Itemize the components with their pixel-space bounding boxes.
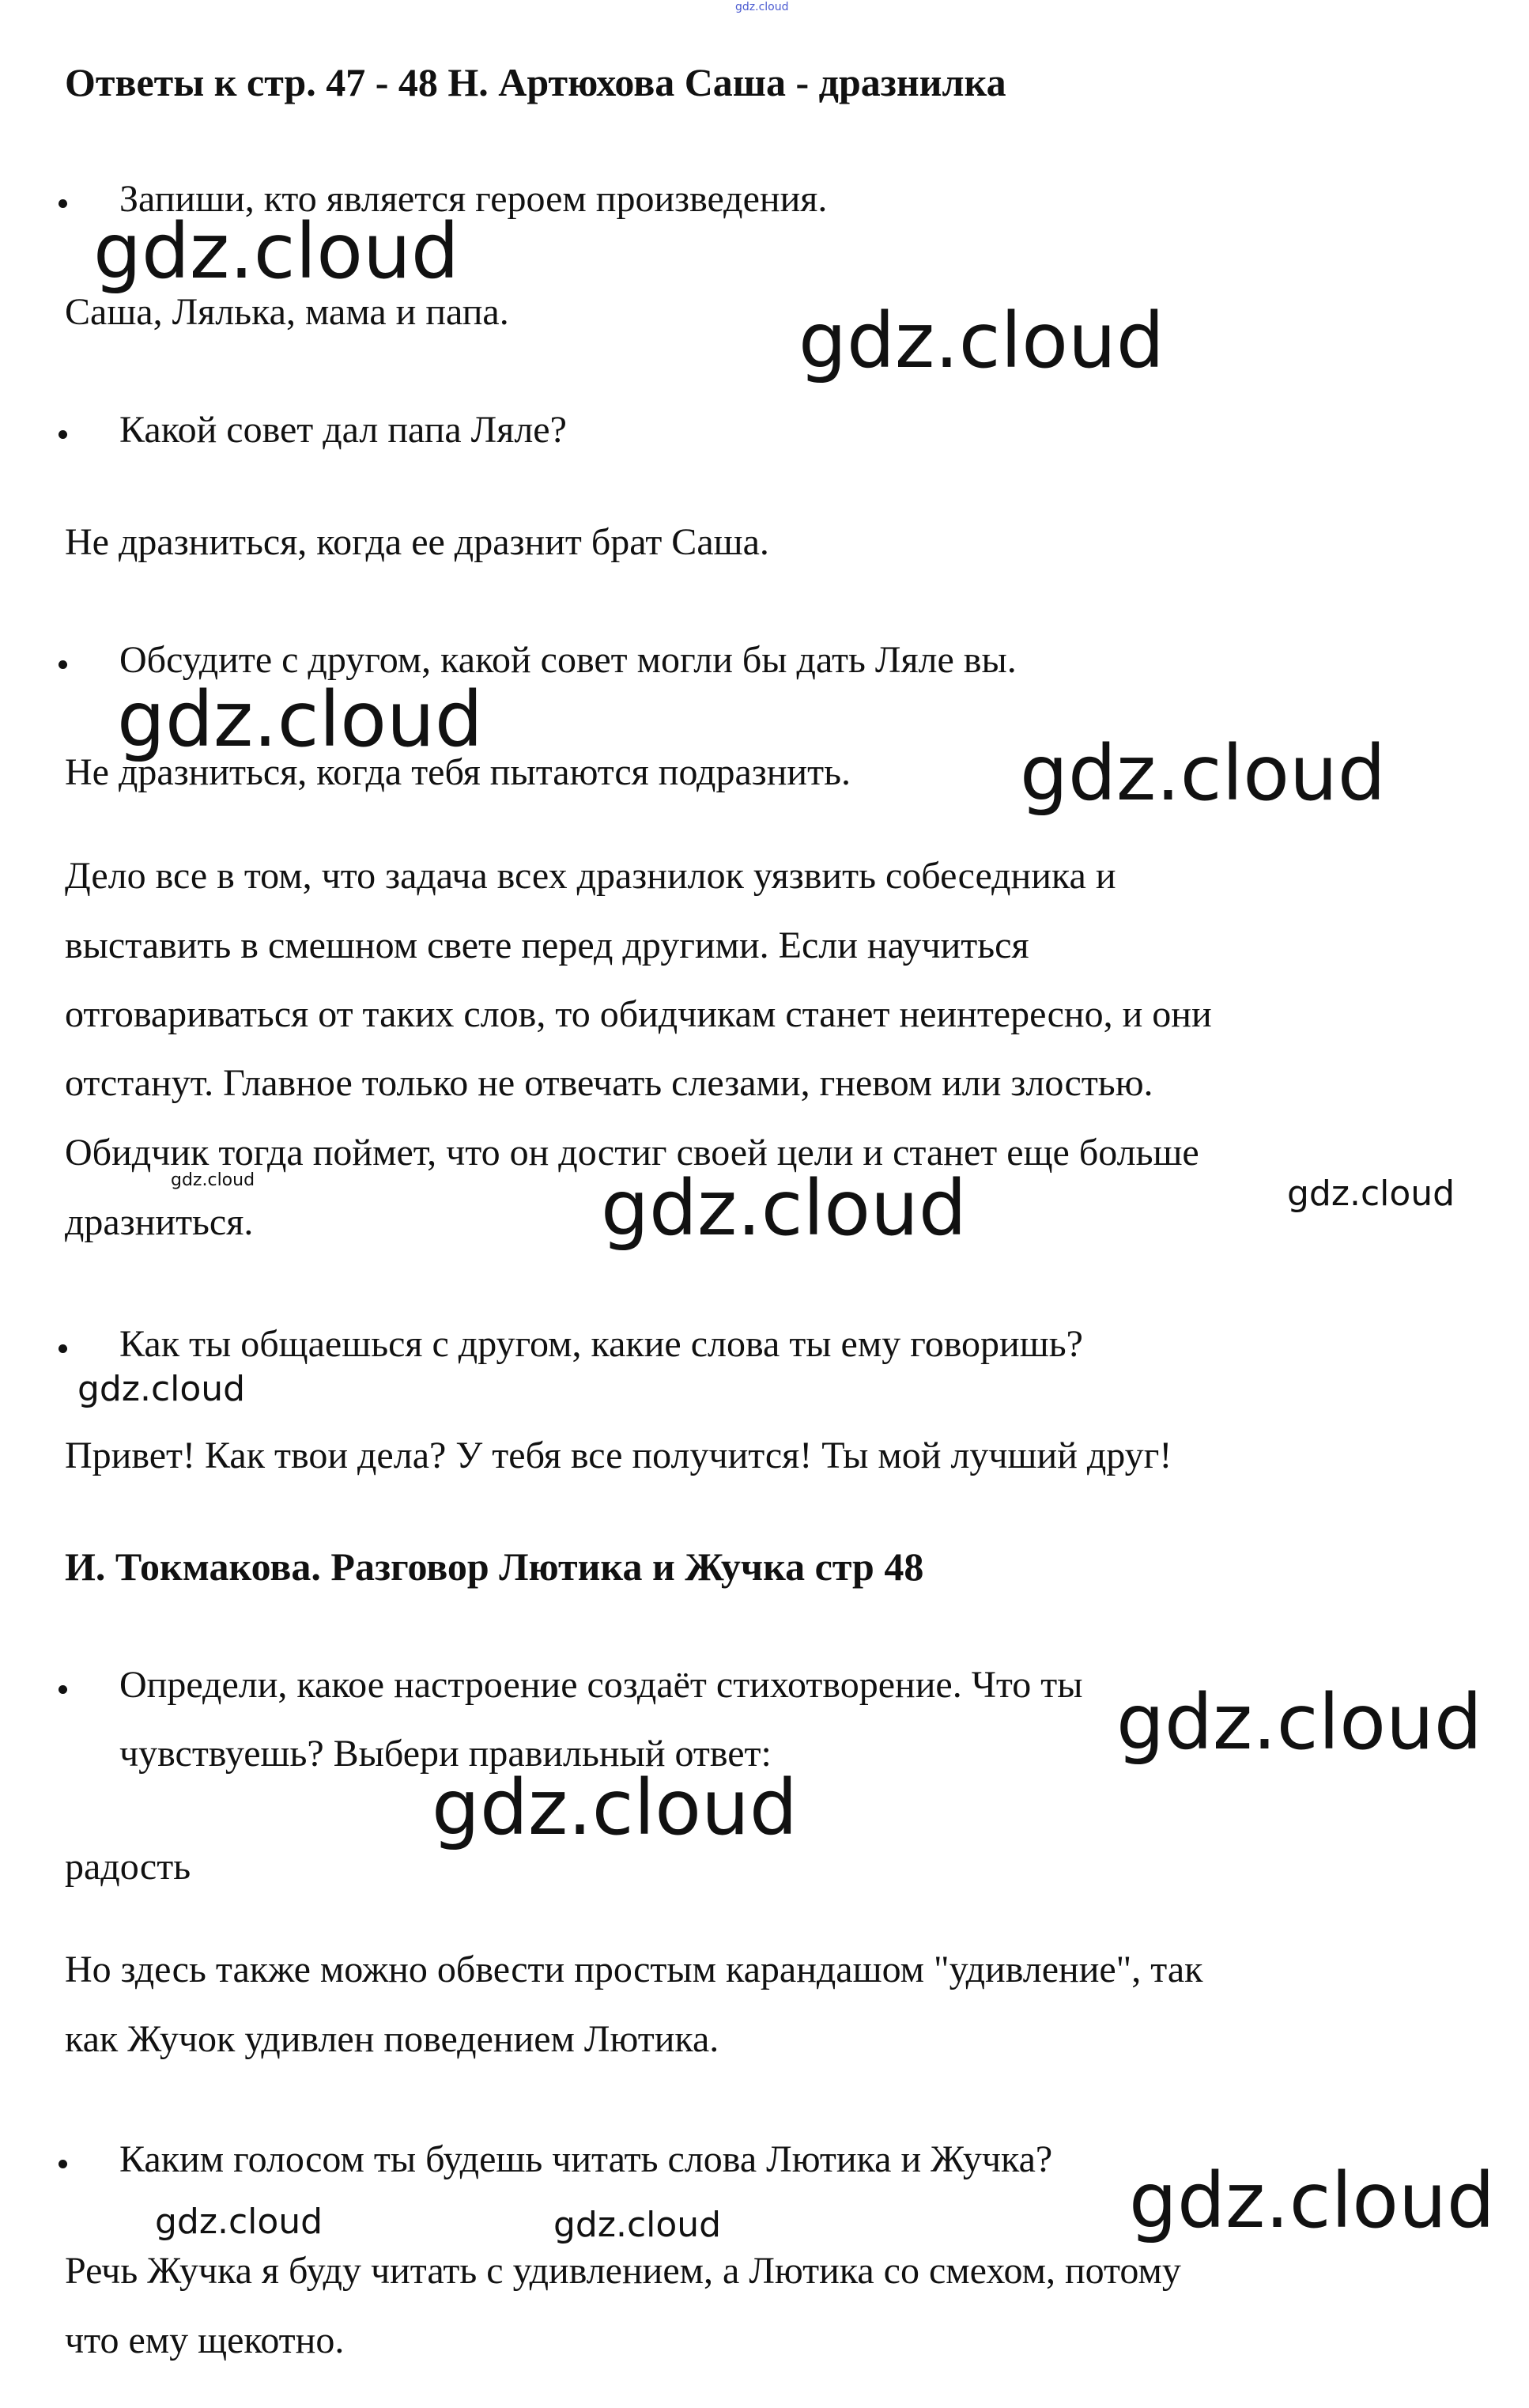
heading-2: И. Токмакова. Разговор Лютика и Жучка стр 48 <box>65 1544 924 1589</box>
answer-6-line: Речь Жучка я буду читать с удивлением, а Лютика со смехом, потому <box>65 2250 1181 2292</box>
watermark-8: gdz.cloud <box>77 1369 246 1409</box>
question-4: Как ты общаешься с другом, какие слова ты ему говоришь? <box>119 1323 1083 1365</box>
watermark-11: gdz.cloud <box>155 2202 323 2242</box>
answer-2: Не дразниться, когда ее дразнит брат Саша. <box>65 521 769 563</box>
question-5-line: чувствуешь? Выбери правильный ответ: <box>119 1733 772 1775</box>
watermark-6: gdz.cloud <box>601 1164 967 1253</box>
bullet-q4 <box>59 1344 67 1353</box>
answer-3-paragraph-line: выставить в смешном свете перед другими. Если научиться <box>65 924 1029 966</box>
question-5-line: Определи, какое настроение создаёт стихотворение. Что ты <box>119 1664 1083 1706</box>
answer-5: радость <box>65 1846 191 1888</box>
question-1: Запиши, кто является героем произведения. <box>119 178 828 220</box>
watermark-top: gdz.cloud <box>735 1 789 13</box>
question-2: Какой совет дал папа Ляле? <box>119 409 567 451</box>
bullet-q3 <box>59 660 67 669</box>
watermark-4: gdz.cloud <box>1020 729 1386 818</box>
watermark-10: gdz.cloud <box>432 1763 798 1852</box>
bullet-q6 <box>59 2160 67 2168</box>
answer-3-line: Не дразниться, когда тебя пытаются подразнить. <box>65 751 851 793</box>
bullet-q1 <box>59 199 67 208</box>
answer-1: Саша, Лялька, мама и папа. <box>65 291 509 333</box>
answer-5-paragraph-line: как Жучок удивлен поведением Лютика. <box>65 2018 719 2060</box>
bullet-q2 <box>59 430 67 439</box>
answer-4: Привет! Как твои дела? У тебя все получится! Ты мой лучший друг! <box>65 1435 1172 1476</box>
watermark-2: gdz.cloud <box>798 297 1165 385</box>
answer-3-paragraph-line: Обидчик тогда поймет, что он достиг своей цели и станет еще больше <box>65 1132 1199 1174</box>
answer-5-paragraph-line: Но здесь также можно обвести простым карандашом "удивление", так <box>65 1949 1203 1990</box>
answer-6-line: что ему щекотно. <box>65 2319 345 2361</box>
watermark-7: gdz.cloud <box>1287 1174 1455 1214</box>
watermark-9: gdz.cloud <box>1116 1678 1482 1767</box>
watermark-13: gdz.cloud <box>1129 2157 1495 2245</box>
answer-3-paragraph-line: отстанут. Главное только не отвечать слезами, гневом или злостью. <box>65 1062 1153 1104</box>
watermark-5: gdz.cloud <box>171 1170 255 1190</box>
watermark-12: gdz.cloud <box>553 2205 722 2245</box>
heading-1: Ответы к стр. 47 - 48 Н. Артюхова Саша - дразнилка <box>65 60 1006 104</box>
watermark-3: gdz.cloud <box>117 675 483 764</box>
watermark-1: gdz.cloud <box>93 207 459 296</box>
question-3: Обсудите с другом, какой совет могли бы дать Ляле вы. <box>119 639 1017 681</box>
bullet-q5 <box>59 1685 67 1694</box>
question-6: Каким голосом ты будешь читать слова Лютика и Жучка? <box>119 2138 1053 2180</box>
answer-3-paragraph-line: отговариваться от таких слов, то обидчикам станет неинтересно, и они <box>65 993 1212 1035</box>
answer-3-paragraph-line: дразниться. <box>65 1201 254 1243</box>
answer-3-paragraph-line: Дело все в том, что задача всех дразнилок уязвить собеседника и <box>65 855 1116 897</box>
